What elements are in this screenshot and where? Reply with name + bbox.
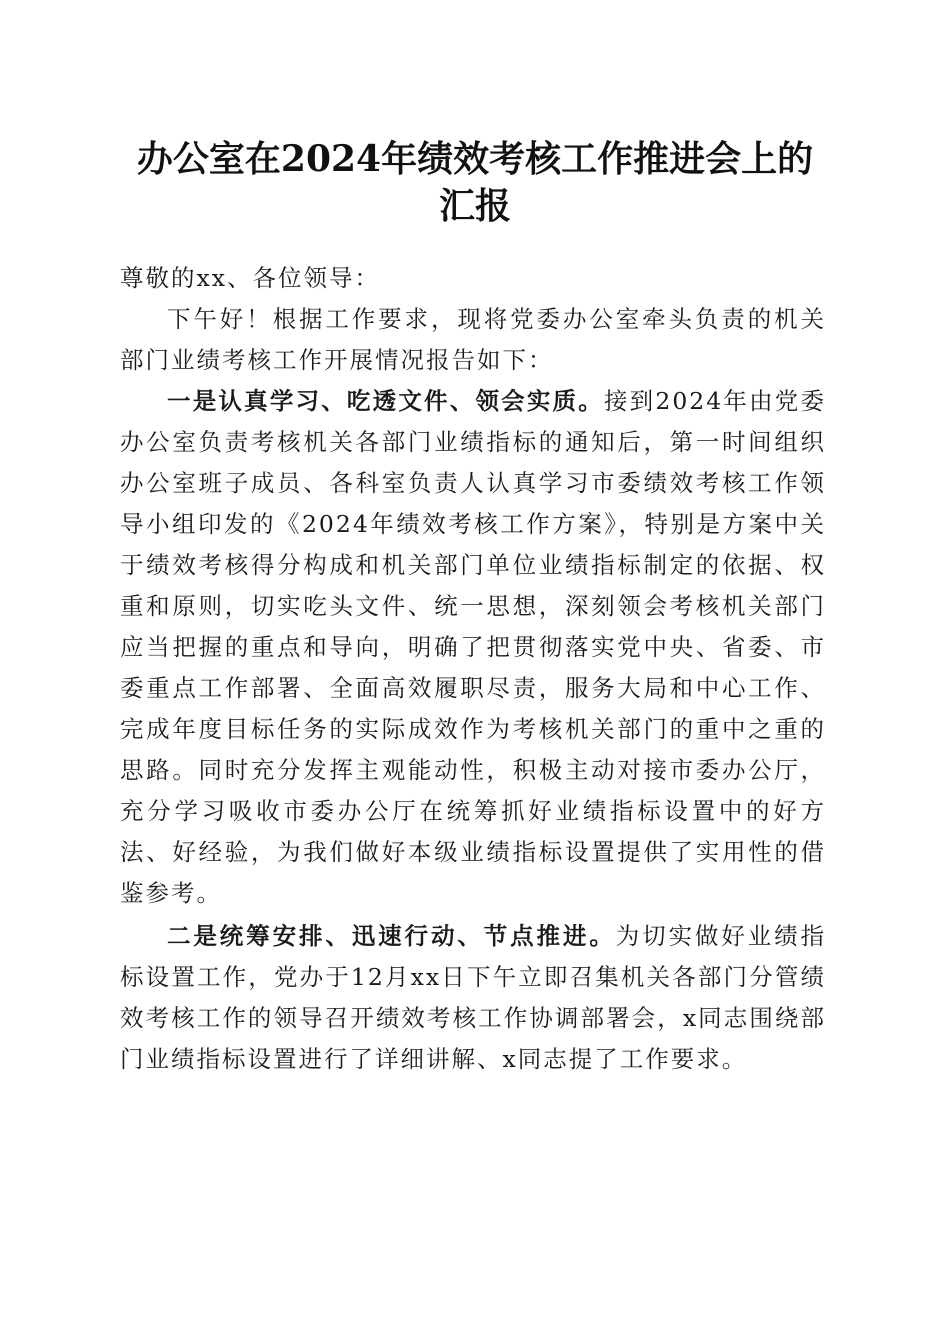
section-text-2: 为切实做好业绩指标设置工作，党办于12月xx日下午立即召集机关各部门分管绩效考核工作的领导召开绩效考核工作协调部署会，x同志围绕部门业绩指标设置进行了详细讲解、x同志提了工作要求。: [120, 922, 827, 1073]
section-paragraph-1: [120, 381, 826, 914]
section-lead-1: 一是认真学习、吃透文件、领会实质。: [167, 387, 604, 415]
section-text-1: 接到2024年由党委办公室负责考核机关各部门业绩指标的通知后，第一时间组织办公室班子成员、各科室负责人认真学习市委绩效考核工作领导小组印发的《2024年绩效考核工作方案》，特别是方案中关于绩效考核得分构成和机关部门单位业绩指标制定的依据、权重和原则，切实吃头文件、统一思想，深刻领会考核机关部门应当把握的重点和导向，明确了把贯彻落实党中央、省委、市委重点工作部署、全面高效履职尽责，服务大局和中心工作、完成年度目标任务的实际成效作为考核机关部门的重中之重的思路。同时充分发挥主观能动性，积极主动对接市委办公厅，充分学习吸收市委办公厅在统筹抓好业绩指标设置中的好方法、好经验，为我们做好本级业绩指标设置提供了实用性的借鉴参考。: [120, 387, 826, 907]
document-body: [120, 258, 826, 1080]
section-lead-2: 二是统筹安排、迅速行动、节点推进。: [167, 922, 616, 950]
salutation: 尊敬的xx、各位领导：: [120, 264, 381, 292]
section-paragraph-2: [120, 916, 826, 1080]
document-title: 办公室在2024年绩效考核工作推进会上的汇报: [136, 138, 814, 227]
opening-paragraph: 下午好！根据工作要求，现将党委办公室牵头负责的机关部门业绩考核工作开展情况报告如下：: [120, 305, 826, 374]
